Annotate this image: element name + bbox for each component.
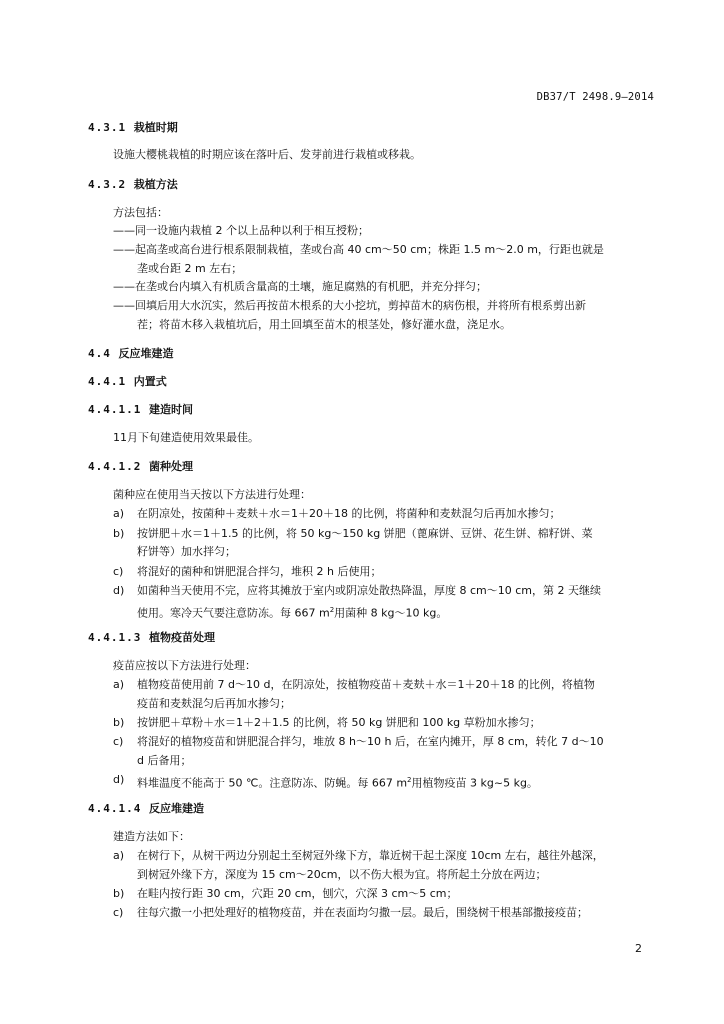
- section-heading-4-3-1: [88, 121, 178, 135]
- section-number: 4.4: [88, 347, 111, 360]
- section-number: 4.4.1.3: [88, 631, 142, 644]
- text-part: 用植物疫苗 3 kg~5 kg。: [411, 776, 538, 790]
- section-number: 4.4.1.4: [88, 802, 142, 815]
- list-label: b): [113, 716, 125, 729]
- section-title: 反应堆建造: [149, 802, 205, 815]
- list-label: c): [113, 735, 124, 748]
- dash-list-item: ——起高垄或高台进行根系限制栽植，垄或台高 40 cm～50 cm；株距 1.5 m～2.0 m，行距也就是: [113, 243, 604, 256]
- section-title: 栽植时期: [133, 121, 178, 134]
- paragraph: 方法包括：: [113, 206, 168, 219]
- list-item-cont: d 后备用；: [137, 754, 192, 767]
- list-label: c): [113, 565, 124, 578]
- section-heading-4-3-2: [88, 178, 178, 192]
- section-number: 4.4.1.2: [88, 460, 142, 473]
- section-heading-4-4-1-1: [88, 403, 193, 417]
- list-item-cont: 籽饼等）加水拌匀；: [137, 545, 236, 558]
- list-item: 在阴凉处，按菌种＋麦麸＋水＝1＋20＋18 的比例，将菌种和麦麸混匀后再加水掺匀；: [137, 507, 561, 520]
- section-heading-4-4-1-2: [88, 460, 193, 474]
- list-item: 将混好的植物疫苗和饼肥混合拌匀，堆放 8 h～10 h 后，在室内摊开，厚 8 cm，转化 7 d～10: [137, 735, 604, 748]
- paragraph: 疫苗应按以下方法进行处理：: [113, 659, 256, 672]
- superscript: 2: [407, 776, 412, 784]
- section-title: 内置式: [133, 375, 167, 388]
- paragraph: 建造方法如下：: [113, 830, 190, 843]
- standard-code: DB37/T 2498.9—2014: [536, 91, 654, 103]
- dash-list-item-cont: 垄或台距 2 m 左右；: [137, 262, 243, 275]
- paragraph: 设施大樱桃栽植的时期应该在落叶后、发芽前进行栽植或移栽。: [113, 148, 421, 161]
- list-item: 往每穴撒一小把处理好的植物疫苗，并在表面均匀撒一层。最后，围绕树干根基部撒接疫苗；: [137, 906, 588, 919]
- dash-list-item: ——回填后用大水沉实，然后再按苗木根系的大小挖坑，剪掉苗木的病伤根，并将所有根系剪出新: [113, 299, 586, 312]
- list-item: 按饼肥＋水＝1＋1.5 的比例，将 50 kg～150 kg 饼肥（蓖麻饼、豆饼、花生饼、棉籽饼、菜: [137, 527, 593, 540]
- text-part: 使用。寒冷天气要注意防冻。每 667 m: [137, 606, 330, 620]
- dash-list-item: ——在垄或台内填入有机质含量高的土壤，施足腐熟的有机肥，并充分拌匀；: [113, 280, 487, 293]
- section-number: 4.4.1: [88, 375, 127, 388]
- section-heading-4-4-1-3: [88, 631, 215, 645]
- text-part: 料堆温度不能高于 50 ℃。注意防冻、防蝇。每 667 m: [137, 776, 408, 790]
- list-label: d): [113, 584, 125, 597]
- section-title: 植物疫苗处理: [149, 631, 216, 644]
- list-label: a): [113, 507, 125, 520]
- list-item-cont: 到树冠外缘下方，深度为 15 cm～20cm，以不伤大根为宜。将所起土分放在两边；: [137, 868, 547, 881]
- superscript: 2: [329, 606, 335, 614]
- section-number: 4.4.1.1: [88, 403, 142, 416]
- text-part: 用菌种 8 kg～10 kg。: [334, 606, 448, 620]
- list-item: 如菌种当天使用不完，应将其摊放于室内或阴凉处散热降温，厚度 8 cm～10 cm，第 2 天继续: [137, 584, 602, 597]
- list-label: b): [113, 887, 125, 900]
- section-number: 4.3.1: [88, 121, 127, 134]
- section-title: 反应堆建造: [118, 347, 174, 360]
- section-title: 建造时间: [149, 403, 194, 416]
- dash-list-item: ——同一设施内栽植 2 个以上品种以利于相互授粉；: [113, 224, 369, 237]
- list-item: 按饼肥＋草粉＋水＝1＋2＋1.5 的比例，将 50 kg 饼肥和 100 kg 草粉加水掺匀；: [137, 716, 541, 729]
- section-title: 栽植方法: [133, 178, 178, 191]
- paragraph: 11月下旬建造使用效果最佳。: [113, 431, 259, 444]
- list-label: c): [113, 906, 124, 919]
- list-label: a): [113, 849, 125, 862]
- list-label: a): [113, 678, 125, 691]
- list-item: [137, 773, 538, 791]
- list-item: 在畦内按行距 30 cm，穴距 20 cm，刨穴，穴深 3 cm～5 cm；: [137, 887, 458, 900]
- list-item: 植物疫苗使用前 7 d～10 d，在阴凉处，按植物疫苗＋麦麸＋水＝1＋20＋18 的比例，将植物: [137, 678, 595, 691]
- paragraph: 菌种应在使用当天按以下方法进行处理：: [113, 488, 311, 501]
- section-title: 菌种处理: [149, 460, 194, 473]
- dash-list-item-cont: 茬；将苗木移入栽植坑后，用土回填至苗木的根茎处，修好灌水盘，浇足水。: [137, 318, 511, 331]
- list-item: 在树行下，从树干两边分别起土至树冠外缘下方，靠近树干起土深度 10cm 左右，越往外越深，: [137, 849, 604, 862]
- page-number: 2: [635, 942, 642, 955]
- section-heading-4-4: [88, 347, 174, 361]
- list-label: b): [113, 527, 125, 540]
- list-item: 将混好的菌种和饼肥混合拌匀，堆积 2 h 后使用；: [137, 565, 382, 578]
- section-heading-4-4-1: [88, 375, 167, 389]
- list-label: d): [113, 773, 125, 786]
- section-number: 4.3.2: [88, 178, 127, 191]
- list-item-cont: [137, 603, 447, 621]
- list-item-cont: 疫苗和麦麸混匀后再加水掺匀；: [137, 697, 291, 710]
- section-heading-4-4-1-4: [88, 802, 204, 816]
